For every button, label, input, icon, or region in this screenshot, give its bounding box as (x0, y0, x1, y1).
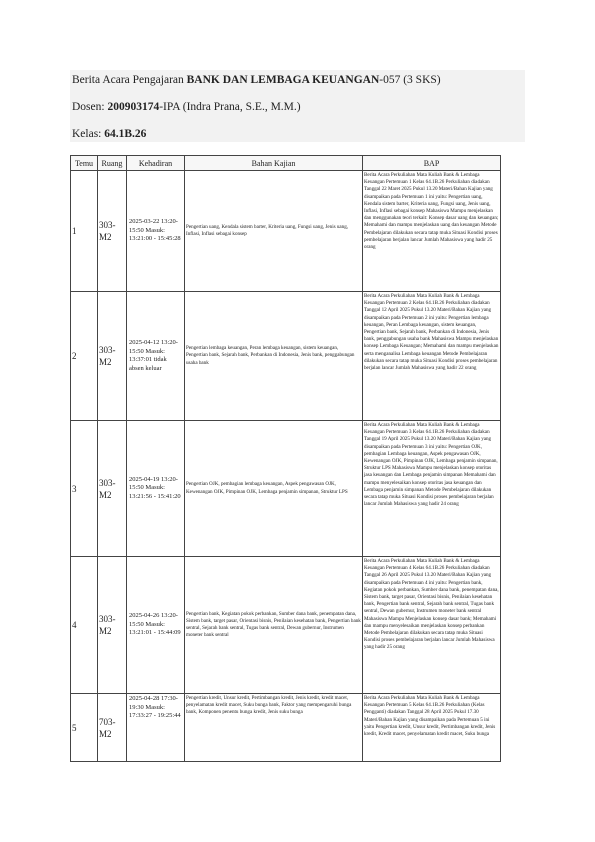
course-title-line (72, 73, 441, 87)
row-bap: Berita Acara Perkuliahan Mata Kuliah Bank & Lembaga Keuangan Pertemuan 2 Kelas 64.1B.26 Perkuliahan diadakan Tanggal 12 April 2025 Pukul 13.20 Materi/Bahan Kajian yang disampaikan pada Pertemuan 2 ini yaitu: Pengertian lembaga keuangan, Peran Lembaga keuangan, sistem keuangan, Pengertian bank, Sejarah bank, Perbankan di Indonesia, Jenis bank, penggabungan usaha bank Mahasiswa Mampu menjelaskan konsep Lembaga Keuangan; Memahami dan mampu menjelaskan serta menganalisa Lembaga keuangan Metode Pembelajaran dilakukan secara tatap muka Situasi Kondisi proses pembelajaran berjalan lancar Jumlah Mahasiswa yang hadir 22 orang (363, 292, 501, 421)
row-temu: 4 (71, 557, 98, 694)
attendance-table (70, 155, 501, 762)
header-bahan-kajian: Bahan Kajian (185, 156, 363, 171)
row-temu: 2 (71, 292, 98, 421)
table-row (71, 171, 501, 292)
row-kehadiran: 2025-04-26 13:20-15:50 Masuk: 13:21:01 - 15:44:09 (127, 557, 185, 694)
row-bahan-kajian: Pengertian bank, Kegiatan pokok perbankan, Sumber dana bank, penempatan dana, Sistem bank, target pasar, Orientasi bisnis, Penilaian kesehatan bank, Pengertian bank sentral, Sejarah bank sentral, Tugas bank sentral, Dewan gubernur, Instrumen moneter bank sentral (185, 557, 363, 694)
row-kehadiran: 2025-04-19 13:20-15:50 Masuk: 13:21:56 - 15:41:20 (127, 421, 185, 557)
lecturer-id: 200903174 (107, 101, 160, 113)
table-row (71, 694, 501, 762)
class-label: Kelas: (72, 128, 105, 140)
row-bahan-kajian: Pengertian lembaga keuangan, Peran lembaga keuangan, sistem keuangan, Pengertian bank, Sejarah bank, Perbankan di Indonesia, Jenis bank, penggabungan usaha bank (185, 292, 363, 421)
header-bap: BAP (363, 156, 501, 171)
lecturer-label: Dosen: (72, 101, 108, 113)
row-ruang: 303-M2 (98, 421, 127, 557)
row-temu: 1 (71, 171, 98, 292)
row-temu: 5 (71, 694, 98, 762)
row-ruang: 303-M2 (98, 557, 127, 694)
row-kehadiran: 2025-04-12 13:20-15:50 Masuk: 13:37:01 tidak absen keluar (127, 292, 185, 421)
table-row (71, 557, 501, 694)
row-bahan-kajian: Pengertian uang, Kendala sistem barter, Kriteria uang, Fungsi uang, Jenis uang, Inflasi, Inflasi sebagai konsep (185, 171, 363, 292)
table-row (71, 421, 501, 557)
row-bap: Berita Acara Perkuliahan Mata Kuliah Bank & Lembaga Keuangan Pertemuan 1 Kelas 64.1B.26 Perkuliahan diadakan Tanggal 22 Maret 2025 Pukul 13.20 Materi/Bahan Kajian yang disampaikan pada Pertemuan 1 ini yaitu: Pengertian uang, Kendala sistem barter, Kriteria uang, Fungsi uang, Jenis uang, Inflasi, Inflasi sebagai konsep Mahasiswa Mampu menjelaskan dan menggunakan teori terkait: Konsep dasar uang dan keuangan; Memahami dan mampu menjelaskan uang dan keuangan Metode Pembelajaran dilakukan secara tatap muka Situasi Kondisi proses pembelajaran berjalan lancar Jumlah Mahasiswa yang hadir 25 orang (363, 171, 501, 292)
class-line (72, 127, 146, 141)
document-header (70, 70, 525, 142)
class-code: 64.1B.26 (104, 128, 147, 140)
row-temu: 3 (71, 421, 98, 557)
row-ruang: 703-M2 (98, 694, 127, 762)
row-ruang: 303-M2 (98, 171, 127, 292)
table-row (71, 292, 501, 421)
header-ruang: Ruang (98, 156, 127, 171)
lecturer-name: -IPA (Indra Prana, S.E., M.M.) (159, 101, 301, 113)
course-name: BANK DAN LEMBAGA KEUANGAN (186, 74, 380, 86)
header-temu: Temu (71, 156, 98, 171)
table-header-row (71, 156, 501, 171)
course-code: -057 (3 SKS) (379, 74, 441, 86)
row-bap: Berita Acara Perkuliahan Mata Kuliah Bank & Lembaga Keuangan Pertemuan 3 Kelas 64.1B.26 Perkuliahan diadakan Tanggal 19 April 2025 Pukul 13.20 Materi/Bahan Kajian yang disampaikan pada Pertemuan 3 ini yaitu: Pengertian OJK, pembagian Lembaga keuangan, Aspek pengawasan OJK, Kewenangan OJK, Pimpinan OJK, Lembaga penjamin simpanan, Struktur LPS Mahasiswa Mampu menjelaskan konsep otoritas jasa keuangan dan Lembaga penjamin simpanan Memahami dan mampu menyelesaikan konsep otoritas jasa keuangan dan Lembaga penjamin simpanan Metode Pembelajaran dilakukan secara tatap muka Situasi Kondisi proses pembelajaran berjalan lancar Jumlah Mahasiswa yang hadir 24 orang (363, 421, 501, 557)
row-kehadiran: 2025-03-22 13:20-15:50 Masuk: 13:21:00 - 15:45:28 (127, 171, 185, 292)
row-ruang: 303-M2 (98, 292, 127, 421)
header-kehadiran: Kehadiran (127, 156, 185, 171)
course-title-prefix: Berita Acara Pengajaran (72, 74, 187, 86)
row-bap: Berita Acara Perkuliahan Mata Kuliah Bank & Lembaga Keuangan Pertemuan 4 Kelas 64.1B.26 Perkuliahan diadakan Tanggal 26 April 2025 Pukul 13.20 Materi/Bahan Kajian yang disampaikan pada Pertemuan 4 ini yaitu: Pengertian bank, Kegiatan pokok perbankan, Sumber dana bank, penempatan dana, Sistem bank, target pasar, Orientasi bisnis, Penilaian kesehatan bank, Pengertian bank sentral, Sejarah bank sentral, Tugas bank sentral, Dewan gubernur, Instrumen moneter bank sentral Mahasiswa Mampu Menjelaskan konsep dasar bank; Memahami dan mampu menyelesaikan menjelaskan konsep perbankan Metode Pembelajaran dilakukan secara tatap muka Situasi Kondisi proses pembelajaran berjalan lancar Jumlah Mahasiswa yang hadir 25 orang (363, 557, 501, 694)
row-kehadiran: 2025-04-28 17:30-19:30 Masuk: 17:33:27 - 19:25:44 (127, 694, 185, 762)
lecturer-line (72, 100, 301, 114)
row-bahan-kajian: Pengertian kredit, Unsur kredit, Pertimbangan kredit, Jenis kredit, kredit macet, penyelamatan kredit macet, Suku bunga bank, Faktor yang mempengaruhi bunga bank, Komponen penentu bunga kredit, Jenis suku bunga (185, 694, 363, 762)
row-bap: Berita Acara Perkuliahan Mata Kuliah Bank & Lembaga Keuangan Pertemuan 5 Kelas 64.1B.26 Perkuliahan (Kelas Pengganti) diadakan Tanggal 28 April 2025 Pukul 17.30 Materi/Bahan Kajian yang disampaikan pada Pertemuan 5 ini yaitu Pengertian kredit, Unsur kredit, Pertimbangan kredit, Jenis kredit, Kredit macet, penyelamatan kredit macet, Suku bunga (363, 694, 501, 762)
row-bahan-kajian: Pengertian OJK, pembagian lembaga keuangan, Aspek pengawasan OJK, Kewenangan OJK, Pimpinan OJK, Lembaga penjamin simpanan, Struktur LPS (185, 421, 363, 557)
